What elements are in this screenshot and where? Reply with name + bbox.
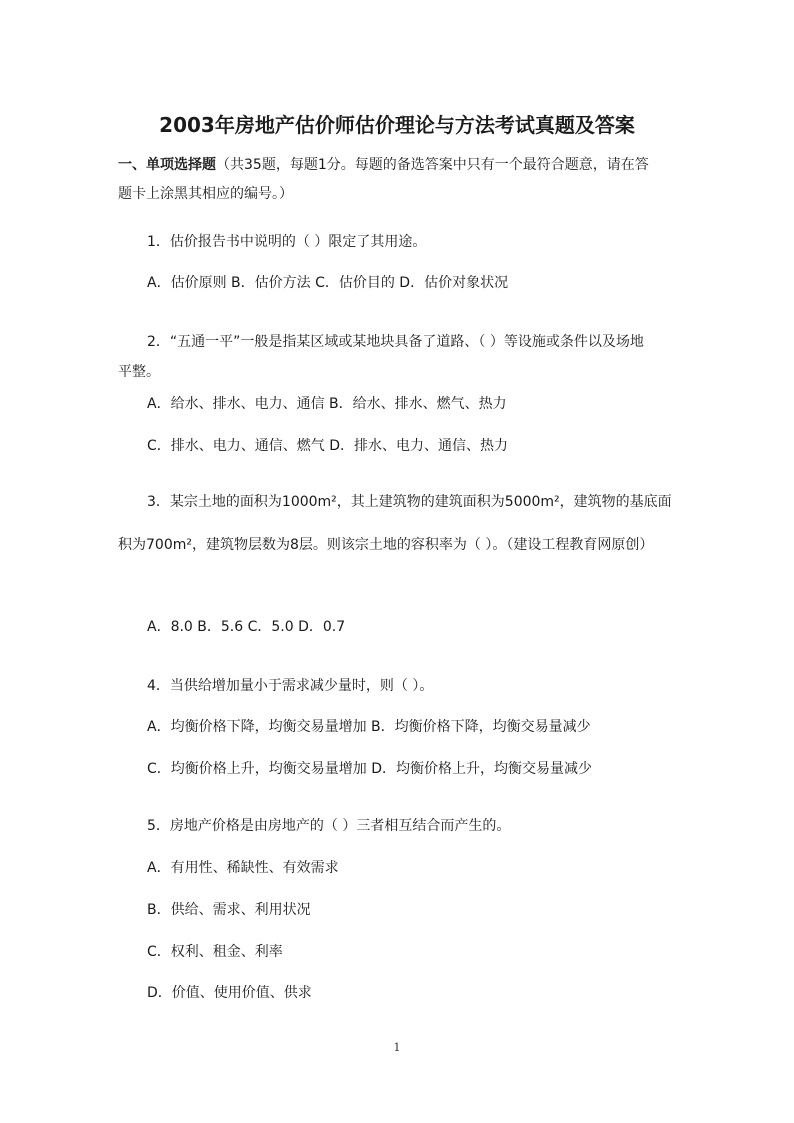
question-5-option-c: C．权利、租金、利率 — [147, 944, 283, 960]
question-4-options-cd: C．均衡价格上升，均衡交易量增加 D．均衡价格上升，均衡交易量减少 — [147, 761, 593, 777]
section-instruction: （共35题，每题1分。每题的备选答案中只有一个最符合题意，请在答 — [216, 157, 649, 173]
question-5-option-b: B．供给、需求、利用状况 — [147, 902, 311, 918]
page-number: 1 — [393, 1041, 401, 1054]
question-3-stem: 3．某宗土地的面积为1000m²，其上建筑物的建筑面积为5000m²，建筑物的基底面 — [147, 494, 672, 510]
question-4-stem: 4．当供给增加量小于需求减少量时，则（ ）。 — [147, 678, 434, 694]
question-3-stem-cont: 积为700m²，建筑物层数为8层。则该宗土地的容积率为（ ）。（建设工程教育网原创） — [118, 537, 654, 553]
question-5-option-a: A．有用性、稀缺性、有效需求 — [147, 860, 339, 876]
document-title: 2003年房地产估价师估价理论与方法考试真题及答案 — [159, 113, 635, 137]
question-1-stem: 1．估价报告书中说明的（ ）限定了其用途。 — [147, 234, 427, 250]
question-5-option-d: D．价值、使用价值、供求 — [147, 985, 312, 1001]
section-heading: 一、单项选择题 — [118, 157, 216, 173]
question-1-options: A．估价原则 B．估价方法 C．估价目的 D．估价对象状况 — [147, 275, 509, 291]
section-intro-line-1 — [118, 154, 649, 176]
section-instruction-cont: 题卡上涂黑其相应的编号。） — [118, 186, 293, 202]
question-4-options-ab: A．均衡价格下降，均衡交易量增加 B．均衡价格下降，均衡交易量减少 — [147, 719, 591, 735]
question-3-options: A．8.0 B．5.6 C．5.0 D．0.7 — [147, 619, 346, 635]
question-2-options-ab: A．给水、排水、电力、通信 B．给水、排水、燃气、热力 — [147, 396, 507, 412]
question-5-stem: 5．房地产价格是由房地产的（ ）三者相互结合而产生的。 — [147, 818, 511, 834]
question-2-stem: 2．“五通一平”一般是指某区域或某地块具备了道路、（ ）等设施或条件以及场地 — [147, 334, 644, 350]
question-2-stem-cont: 平整。 — [118, 364, 160, 380]
question-2-options-cd: C．排水、电力、通信、燃气 D．排水、电力、通信、热力 — [147, 438, 509, 454]
